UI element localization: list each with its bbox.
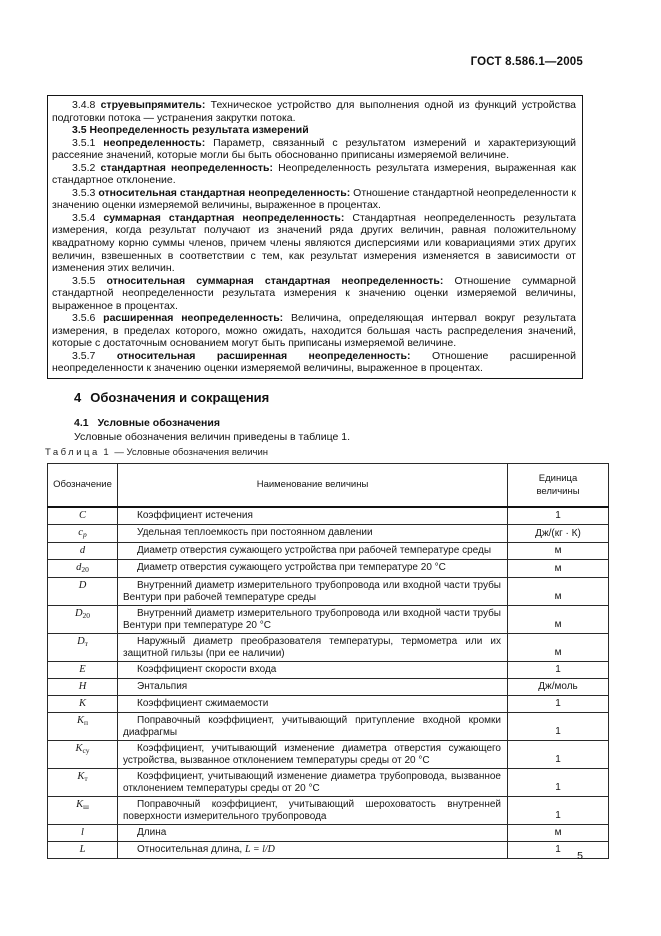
quantity-name-cell: Внутренний диаметр измерительного трубопровода или входной части трубы Вентури при рабочей температуре среды: [118, 578, 508, 606]
quantity-name-cell: Длина: [118, 825, 508, 842]
subsection-heading: [74, 417, 220, 429]
unit-cell: Дж/(кг · К): [508, 525, 609, 543]
table-row: [48, 507, 609, 525]
unit-cell: 1: [508, 507, 609, 525]
unit-cell: м: [508, 634, 609, 662]
col-header-symbol: Обозначение: [48, 464, 118, 508]
col-header-name: Наименование величины: [118, 464, 508, 508]
symbol-cell: $D_{20}$: [48, 606, 118, 634]
symbol-cell: $c_p$: [48, 525, 118, 543]
definition-paragraph: 3.5.4 суммарная стандартная неопределенность: Стандартная неопределенность результата измерения, когда результат получают из значений ряда других величин, равная положительному квадратному корню суммы членов, причем члены являются дисперсиями или ковариациями этих других величин, взвешенных в соответствии с тем, как результат измерения изменяется в зависимости от изменения этих величин.: [52, 211, 576, 275]
quantity-name-cell: Поправочный коэффициент, учитывающий шероховатость внутренней поверхности измерительного трубопровода: [118, 797, 508, 825]
quantity-name-cell: Внутренний диаметр измерительного трубопровода или входной части трубы Вентури при температуре 20 °С: [118, 606, 508, 634]
definition-paragraph: 3.5.5 относительная суммарная стандартная неопределенность: Отношение суммарной стандартной неопределенности результата измерения к значению оценки измеряемой величины, выраженное в процентах.: [52, 274, 576, 312]
unit-cell: 1: [508, 696, 609, 713]
unit-cell: м: [508, 578, 609, 606]
unit-cell: м: [508, 825, 609, 842]
definition-paragraph: 3.5.2 стандартная неопределенность: Неопределенность результата измерения, выраженная как стандартное отклонение.: [52, 161, 576, 187]
quantity-name-cell: Наружный диаметр преобразователя температуры, термометра или их защитной гильзы (при ее наличии): [118, 634, 508, 662]
table-caption-number: 1: [103, 447, 109, 458]
symbol-cell: L: [48, 842, 118, 859]
table-row: [48, 679, 609, 696]
document-code: ГОСТ 8.586.1—2005: [470, 56, 583, 68]
quantity-name-cell: Коэффициент истечения: [118, 507, 508, 525]
definition-paragraph: 3.5.1 неопределенность: Параметр, связанный с результатом измерений и характеризующий рассеяние значений, которые могли бы быть обоснованно приписаны измеряемой величине.: [52, 136, 576, 162]
table-intro-text: Условные обозначения величин приведены в таблице 1.: [74, 431, 351, 443]
symbol-cell: $d_{20}$: [48, 560, 118, 578]
definition-paragraph: 3.5.3 относительная стандартная неопределенность: Отношение стандартной неопределенности к значению оценки измеряемой величины, выраженное в процентах.: [52, 186, 577, 212]
symbol-cell: $K_т$: [48, 769, 118, 797]
unit-cell: м: [508, 543, 609, 560]
table-row: [48, 634, 609, 662]
symbol-cell: D: [48, 578, 118, 606]
page-number: 5: [577, 850, 583, 862]
quantity-name-cell: Энтальпия: [118, 679, 508, 696]
table-row: [48, 797, 609, 825]
table-caption-text: — Условные обозначения величин: [114, 447, 269, 458]
unit-cell: Дж/моль: [508, 679, 609, 696]
section-number: 4: [74, 390, 82, 405]
quantity-name-cell: Относительная длина, L = l/D: [118, 842, 508, 859]
table-row: [48, 525, 609, 543]
table-row: [48, 662, 609, 679]
symbol-cell: $K_{су}$: [48, 741, 118, 769]
unit-cell: 1: [508, 797, 609, 825]
unit-cell: 1: [508, 713, 609, 741]
symbol-cell: $K_ш$: [48, 797, 118, 825]
unit-cell: 1: [508, 741, 609, 769]
table-row: [48, 696, 609, 713]
quantity-name-cell: Поправочный коэффициент, учитывающий притупление входной кромки диафрагмы: [118, 713, 508, 741]
symbol-cell: H: [48, 679, 118, 696]
table-row: [48, 769, 609, 797]
quantity-name-cell: Коэффициент, учитывающий изменение диаметра отверстия сужающего устройства, вызванное отклонением температуры среды от 20 °С: [118, 741, 508, 769]
unit-cell: м: [508, 606, 609, 634]
quantity-name-cell: Удельная теплоемкость при постоянном давлении: [118, 525, 508, 543]
table-header-row: [48, 464, 609, 508]
quantity-name-cell: Коэффициент, учитывающий изменение диаметра трубопровода, вызванное отклонением температуры среды от 20 °С: [118, 769, 508, 797]
table-row: [48, 741, 609, 769]
table-row: [48, 543, 609, 560]
quantity-name-cell: Диаметр отверстия сужающего устройства при рабочей температуре среды: [118, 543, 508, 560]
section-title: Обозначения и сокращения: [90, 390, 270, 405]
symbol-cell: K: [48, 696, 118, 713]
definition-subheading: 3.5 Неопределенность результата измерений: [72, 124, 309, 137]
symbols-table: [47, 463, 609, 859]
table-row: [48, 560, 609, 578]
symbol-cell: $K_п$: [48, 713, 118, 741]
definitions-box: [47, 95, 583, 379]
subsection-title: Условные обозначения: [97, 417, 220, 429]
symbol-cell: E: [48, 662, 118, 679]
table-row: [48, 713, 609, 741]
unit-cell: 1: [508, 769, 609, 797]
section-heading: [74, 390, 269, 405]
unit-cell: 1: [508, 842, 609, 859]
subsection-number: 4.1: [74, 417, 89, 429]
col-header-unit: Единица величины: [508, 464, 609, 508]
quantity-name-cell: Коэффициент скорости входа: [118, 662, 508, 679]
quantity-name-cell: Диаметр отверстия сужающего устройства при температуре 20 °С: [118, 560, 508, 578]
unit-cell: м: [508, 560, 609, 578]
definition-paragraph: 3.5.7 относительная расширенная неопределенность: Отношение расширенной неопределенности к значению оценки измеряемой величины, выраженное в процентах.: [52, 349, 576, 375]
quantity-name-cell: Коэффициент сжимаемости: [118, 696, 508, 713]
definition-paragraph: 3.4.8 струевыпрямитель: Техническое устройство для выполнения одной из функций устройства подготовки потока — устранения закрутки потока.: [52, 99, 577, 124]
symbol-cell: l: [48, 825, 118, 842]
definition-paragraph: 3.5.6 расширенная неопределенность: Величина, определяющая интервал вокруг результата измерения, в пределах которого, можно ожидать, находится большая часть распределения значений, которые с достаточным основанием могут быть приписаны измеряемой величине.: [52, 312, 576, 350]
table-row: [48, 825, 609, 842]
table-caption: [45, 447, 268, 458]
table-row: [48, 606, 609, 634]
symbol-cell: $D_т$: [48, 634, 118, 662]
table-caption-word: Таблица: [45, 447, 100, 458]
symbol-cell: C: [48, 507, 118, 525]
unit-cell: 1: [508, 662, 609, 679]
symbol-cell: d: [48, 543, 118, 560]
table-row: [48, 578, 609, 606]
